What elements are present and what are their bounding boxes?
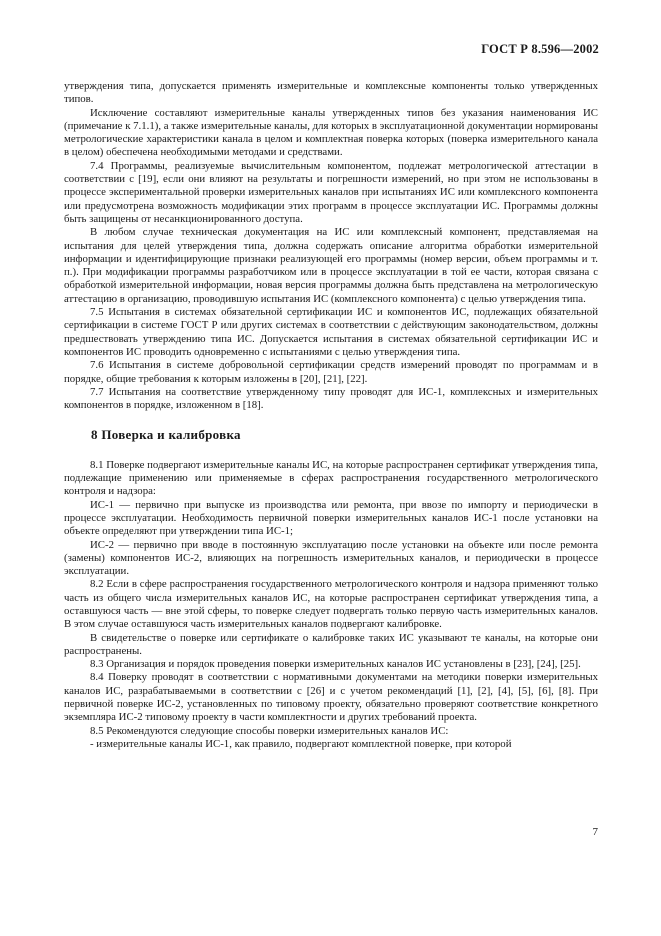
paragraph: ИС-1 — первично при выпуске из производства или ремонта, при ввозе по импорту и периодически в процессе эксплуатации. Необходимость первичной поверки измерительных каналов ИС-1 после установки на объекте определяют при утверждении типа ИС-1; — [64, 498, 598, 538]
paragraph: 8.3 Организация и порядок проведения поверки измерительных каналов ИС установлены в [23], [24], [25]. — [90, 658, 581, 671]
paragraph: 7.5 Испытания в системах обязательной сертификации ИС и компонентов ИС, подлежащих обязательной сертификации в системе ГОСТ Р или других системах в соответствии с действующим законодательством, должны предшествовать утверждению типа ИС. Допускается испытания в системах обязательной сертификации ИС и компонентов ИС проводить одновременно с испытаниями с целью утверждения типа. — [64, 306, 598, 358]
paragraph: В любом случае техническая документация на ИС или комплексный компонент, представляемая на испытания для целей утверждения типа, должна содержать описание алгоритма обработки измерительной информации и идентифицирующие признаки реализующей его программы (номер версии, объем программы и т. п.). При модификации программы разработчиком или в процессе эксплуатации в той ее части, которая связана с обработкой измерительной информации, новая версия программы должна быть представлена на метрологическую аттестацию в организацию, проводившую испытания ИС (комплексного компонента) с целью утверждения типа. — [64, 226, 598, 305]
paragraph: 8.5 Рекомендуются следующие способы поверки измерительных каналов ИС: — [90, 724, 449, 737]
paragraph: ИС-2 — первично при вводе в постоянную эксплуатацию после установки на объекте или после ремонта (замены) компонентов ИС-2, влияющих на погрешность измерительных каналов, и периодически в процессе эксплуатации. — [64, 538, 598, 578]
paragraph: - измерительные каналы ИС-1, как правило, подвергают комплектной поверке, при которой — [90, 737, 512, 750]
paragraph: В свидетельстве о поверке или сертификате о калибровке таких ИС указывают те каналы, на которые они распространены. — [64, 631, 598, 657]
paragraph: Исключение составляют измерительные каналы утвержденных типов без указания наименования ИС (примечание к 7.1.1), а также измерительные каналы, для которых в эксплуатационной документации нормированы метрологические характеристики канала в целом и комплектная поверка которых (поверка измерительного канала в целом) обеспечена необходимыми методами и средствами. — [64, 106, 598, 159]
page-number: 7 — [592, 826, 598, 838]
section-title: 8 Поверка и калибровка — [91, 427, 241, 443]
paragraph: 8.1 Поверке подвергают измерительные каналы ИС, на которые распространен сертификат утверждения типа, подлежащие применению или применяемые в сферах распространения государственного метрологического контроля и надзора: — [64, 458, 598, 498]
paragraph: 7.7 Испытания на соответствие утвержденному типу проводят для ИС-1, комплексных и измерительных компонентов в порядке, изложенном в [18]. — [64, 385, 598, 412]
standard-header: ГОСТ Р 8.596—2002 — [481, 42, 599, 56]
paragraph: 8.4 Поверку проводят в соответствии с нормативными документами на методики поверки измерительных каналов ИС, разрабатываемыми в соответствии с [26] и с учетом рекомендаций [1], [2], [4], [5], [6], [8]. При первичной поверке ИС-2, установленных по типовому проекту, обязательно проверяют соответствие конкретного экземпляра ИС-2 типовому проекту в части комплектности и других требований проекта. — [64, 671, 598, 724]
paragraph: 7.4 Программы, реализуемые вычислительным компонентом, подлежат метрологической аттестации в соответствии с [19], если они влияют на результаты и погрешности измерений, но при этом не использованы в процессе экспериментальной проверки измерительных каналов при испытаниях ИС или комплексного компонента или предусмотрена возможность модификации этих программ в процессе эксплуатации ИС. Программы должны быть защищены от несанкционированного доступа. — [64, 159, 598, 225]
paragraph: 7.6 Испытания в системе добровольной сертификации средств измерений проводят по программам и в порядке, общие требования к которым изложены в [20], [21], [22]. — [64, 359, 598, 385]
document-body — [64, 80, 598, 751]
paragraph: утверждения типа, допускается применять измерительные и комплексные компоненты только утвержденных типов. — [64, 80, 598, 106]
paragraph: 8.2 Если в сфере распространения государственного метрологического контроля и надзора применяют только часть из общего числа измерительных каналов ИС, на которые распространен сертификат утверждения типа, а оставшуюся часть — вне этой сферы, то поверке следует подвергать только первую часть измерительных каналов. В этом случае оставшуюся часть измерительных каналов подвергают калибровке. — [64, 578, 598, 631]
